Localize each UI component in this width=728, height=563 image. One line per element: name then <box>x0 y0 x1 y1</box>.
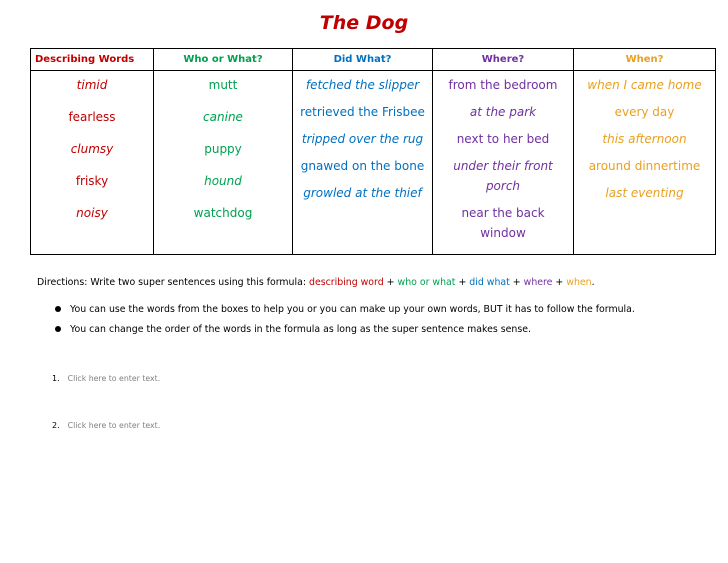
header-where: Where? <box>433 49 574 71</box>
where-cell <box>433 71 574 255</box>
formula-plus: + <box>509 277 524 288</box>
when-phrase: around dinnertime <box>588 159 701 173</box>
did-phrase: growled at the thief <box>303 186 422 200</box>
describing-words-cell <box>31 71 154 255</box>
formula-who: who or what <box>397 277 456 288</box>
formula-plus: + <box>383 277 398 288</box>
page-title: The Dog <box>319 12 409 34</box>
formula-where: where <box>523 277 553 288</box>
did-what-cell <box>293 71 433 255</box>
did-phrase: retrieved the Frisbee <box>300 105 425 119</box>
instructions-list <box>37 300 635 340</box>
answer-2 <box>52 421 160 430</box>
when-phrase: every day <box>614 105 675 119</box>
header-who-or-what: Who or What? <box>154 49 293 71</box>
bullet-icon <box>55 306 61 312</box>
list-item <box>37 320 635 340</box>
describing-word: fearless <box>68 110 116 124</box>
when-phrase: this afternoon <box>602 132 687 146</box>
directions <box>37 277 595 288</box>
list-item <box>37 300 635 320</box>
when-cell <box>574 71 716 255</box>
who-word: puppy <box>204 142 242 156</box>
formula-describing: describing word <box>309 277 384 288</box>
formula-when: when <box>566 277 592 288</box>
header-did-what: Did What? <box>293 49 433 71</box>
who-or-what-cell <box>154 71 293 255</box>
describing-word: frisky <box>75 174 109 188</box>
describing-word: timid <box>76 78 108 92</box>
did-phrase: fetched the slipper <box>305 78 420 92</box>
answer-1-input[interactable]: Click here to enter text. <box>67 374 161 383</box>
header-describing-words: Describing Words <box>31 49 154 71</box>
directions-text: Directions: Write two super sentences using this formula: <box>37 277 309 288</box>
formula-end: . <box>591 277 595 288</box>
formula-plus: + <box>455 277 470 288</box>
where-phrase: next to her bed <box>456 132 550 146</box>
describing-word: noisy <box>76 206 108 220</box>
answer-2-input[interactable]: Click here to enter text. <box>67 421 161 430</box>
did-phrase: gnawed on the bone <box>300 159 425 173</box>
where-phrase: at the park <box>469 105 537 119</box>
where-phrase: under their front porch <box>453 159 553 193</box>
when-phrase: last eventing <box>605 186 684 200</box>
formula-plus: + <box>552 277 567 288</box>
answer-number: 1. <box>52 374 60 383</box>
when-phrase: when I came home <box>587 78 702 92</box>
where-phrase: near the back window <box>461 206 545 240</box>
who-word: hound <box>204 174 242 188</box>
answer-1 <box>52 374 160 383</box>
who-word: canine <box>203 110 243 124</box>
bullet-icon <box>55 326 61 332</box>
did-phrase: tripped over the rug <box>301 132 424 146</box>
bullet-text: You can use the words from the boxes to help you or you can make up your own words, BUT it has to follow the formula. <box>70 304 635 315</box>
describing-word: clumsy <box>70 142 114 156</box>
where-phrase: from the bedroom <box>448 78 558 92</box>
bullet-text: You can change the order of the words in the formula as long as the super sentence makes sense. <box>70 324 531 335</box>
word-table <box>30 48 716 255</box>
who-word: mutt <box>208 78 238 92</box>
answer-number: 2. <box>52 421 60 430</box>
header-when: When? <box>574 49 716 71</box>
who-word: watchdog <box>193 206 253 220</box>
formula-did: did what <box>469 277 510 288</box>
